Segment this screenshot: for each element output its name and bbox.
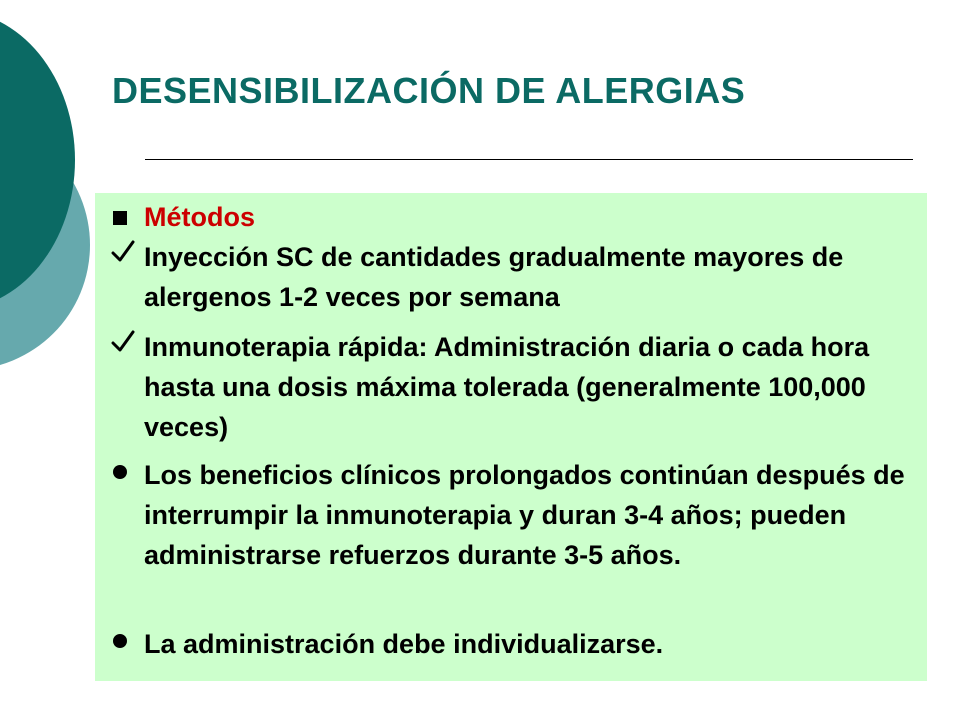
list-item-text: Inyección SC de cantidades gradualmente mayores de alergenos 1-2 veces por semana [144, 242, 844, 312]
square-bullet-icon [110, 197, 138, 229]
dot-bullet-icon [110, 455, 138, 487]
checkmark-icon [110, 237, 138, 269]
dot-bullet-icon [110, 624, 138, 656]
slide-title: DESENSIBILIZACIÓN DE ALERGIAS [112, 70, 746, 111]
list-item-text: Los beneficios clínicos prolongados continúan después de interrumpir la inmunoterapia y duran 3-4 años; pueden administrarse refuerzos durante 3-5 años. [144, 460, 905, 570]
checkmark-icon [110, 327, 138, 359]
list-item-text: Inmunoterapia rápida: Administración diaria o cada hora hasta una dosis máxima tolerada (generalmente 100,000 veces) [144, 332, 870, 442]
title-divider [145, 159, 913, 160]
list-item-text: Métodos [144, 202, 255, 232]
content-panel [95, 193, 927, 681]
list-item-text: La administración debe individualizarse. [144, 629, 664, 659]
